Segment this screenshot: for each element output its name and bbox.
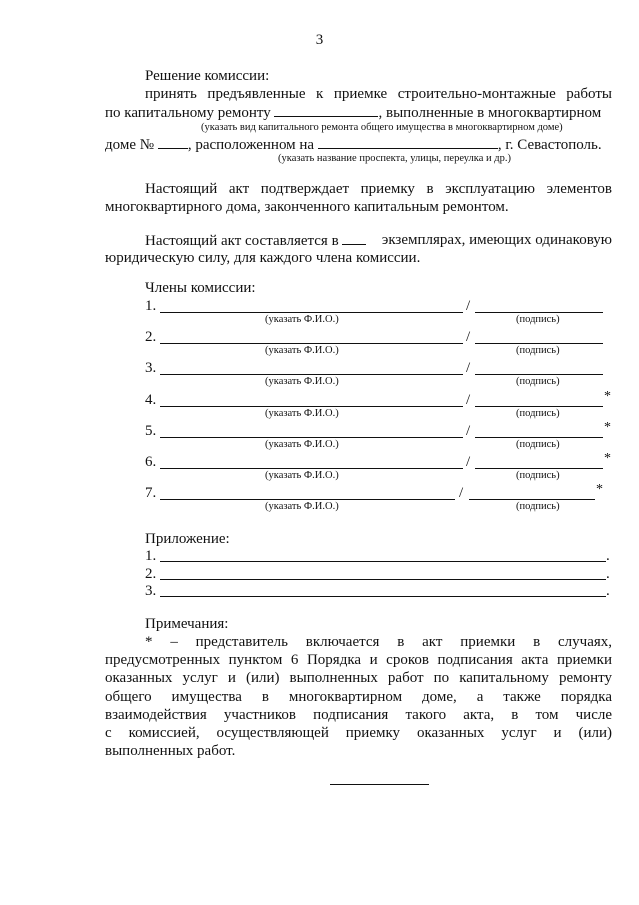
member-signature-line[interactable] [475, 374, 603, 375]
member-signature-line[interactable] [475, 468, 603, 469]
member-number: 4. [145, 391, 157, 408]
member-signature-line[interactable] [475, 343, 603, 344]
member-footnote-star: * [604, 419, 611, 435]
member-number: 2. [145, 329, 157, 346]
appendix-number: 2. [145, 565, 157, 582]
member-number: 3. [145, 360, 157, 377]
note-line: взаимодействия участников подписания такого акта, в том числе [105, 706, 612, 723]
appendix-number: 3. [145, 583, 157, 599]
signature-caption: (подпись) [516, 345, 560, 357]
member-fio-line[interactable] [160, 374, 463, 375]
fio-caption: (указать Ф.И.О.) [265, 470, 339, 481]
fio-caption: (указать Ф.И.О.) [265, 345, 339, 357]
note-line: предусмотренных пунктом 6 Порядка и сроков подписания акта приемки [105, 652, 612, 669]
signature-caption: (подпись) [516, 438, 560, 450]
member-footnote-star: * [604, 388, 611, 404]
street-blank[interactable] [318, 135, 498, 149]
para2-line-1-end: экземплярах, имеющих одинаковую [381, 232, 612, 248]
notes-heading: Примечания: [145, 616, 229, 632]
member-fio-line[interactable] [160, 437, 463, 438]
member-footnote-star: * [596, 482, 603, 498]
member-fio-line[interactable] [160, 406, 463, 407]
member-separator: / [466, 422, 471, 439]
para2-line-1-start: Настоящий акт составляется в [145, 233, 339, 249]
city-label: , г. Севастополь. [497, 137, 602, 153]
member-fio-line[interactable] [160, 499, 455, 500]
appendix-line[interactable] [160, 579, 606, 580]
appendix-line-end: . [606, 548, 610, 564]
appendix-line-end: . [606, 583, 610, 599]
member-signature-line[interactable] [469, 499, 595, 500]
note-line: выполненных работ. [105, 743, 236, 760]
member-separator: / [466, 298, 471, 314]
decision-heading: Решение комиссии: [145, 68, 270, 84]
para1-line-2: многоквартирного дома, законченного капитальным ремонтом. [105, 199, 509, 215]
decision-line-2 [105, 103, 601, 122]
member-number: 5. [145, 422, 157, 439]
member-separator: / [459, 485, 464, 502]
appendix-line[interactable] [160, 561, 606, 562]
fio-caption: (указать Ф.И.О.) [265, 314, 339, 325]
location-label: , расположенном на [187, 137, 315, 153]
member-separator: / [466, 360, 471, 377]
note-line: с комиссией, осуществляющей приемку оказанных услуг и (или) [105, 725, 612, 741]
para1-line-1: Настоящий акт подтверждает приемку в эксплуатацию элементов [145, 181, 612, 197]
member-fio-line[interactable] [160, 312, 463, 313]
street-hint: (указать название проспекта, улицы, переулка и др.) [278, 153, 511, 164]
page-number: 3 [315, 32, 324, 48]
closing-rule [330, 784, 429, 785]
decision-line-1: принять предъявленные к приемке строительно-монтажные работы [145, 86, 612, 102]
note-line: * – представитель включается в акт приемки в случаях, [145, 634, 612, 650]
para2-line-2: юридическую силу, для каждого члена комиссии. [105, 250, 421, 266]
fio-caption: (указать Ф.И.О.) [265, 376, 339, 388]
repair-type-blank[interactable] [274, 103, 378, 117]
note-line: оказанных услуг и (или) выполненных работ по капитальному ремонту [105, 670, 612, 687]
house-number-label: доме № [105, 137, 155, 153]
member-fio-line[interactable] [160, 468, 463, 469]
signature-caption: (подпись) [516, 407, 560, 419]
para2-line-1 [145, 231, 612, 250]
members-heading: Члены комиссии: [145, 280, 256, 296]
signature-caption: (подпись) [516, 376, 560, 388]
member-signature-line[interactable] [475, 406, 603, 407]
fio-caption: (указать Ф.И.О.) [265, 501, 339, 513]
appendix-line-end: . [606, 565, 610, 582]
appendix-number: 1. [145, 548, 157, 564]
member-footnote-star: * [604, 451, 611, 466]
member-number: 6. [145, 454, 157, 470]
member-separator: / [466, 454, 471, 470]
decision-line-2-end: , выполненные в многоквартирном [378, 105, 602, 121]
repair-type-hint: (указать вид капитального ремонта общего имущества в многоквартирном доме) [201, 122, 563, 133]
member-separator: / [466, 329, 471, 346]
note-line: общего имущества в многоквартирном доме, а также порядка [105, 688, 612, 705]
member-signature-line[interactable] [475, 312, 603, 313]
fio-caption: (указать Ф.И.О.) [265, 438, 339, 450]
member-signature-line[interactable] [475, 437, 603, 438]
decision-line-2-start: по капитальному ремонту [105, 105, 271, 121]
signature-caption: (подпись) [516, 501, 560, 513]
decision-line-3 [105, 135, 602, 154]
member-fio-line[interactable] [160, 343, 463, 344]
signature-caption: (подпись) [516, 314, 560, 325]
member-number: 1. [145, 298, 157, 314]
appendix-heading: Приложение: [145, 531, 230, 547]
house-number-blank[interactable] [158, 135, 188, 149]
member-number: 7. [145, 485, 157, 502]
member-separator: / [466, 391, 471, 408]
appendix-line[interactable] [160, 596, 606, 597]
copies-count-blank[interactable] [342, 231, 366, 245]
fio-caption: (указать Ф.И.О.) [265, 407, 339, 419]
signature-caption: (подпись) [516, 470, 560, 481]
